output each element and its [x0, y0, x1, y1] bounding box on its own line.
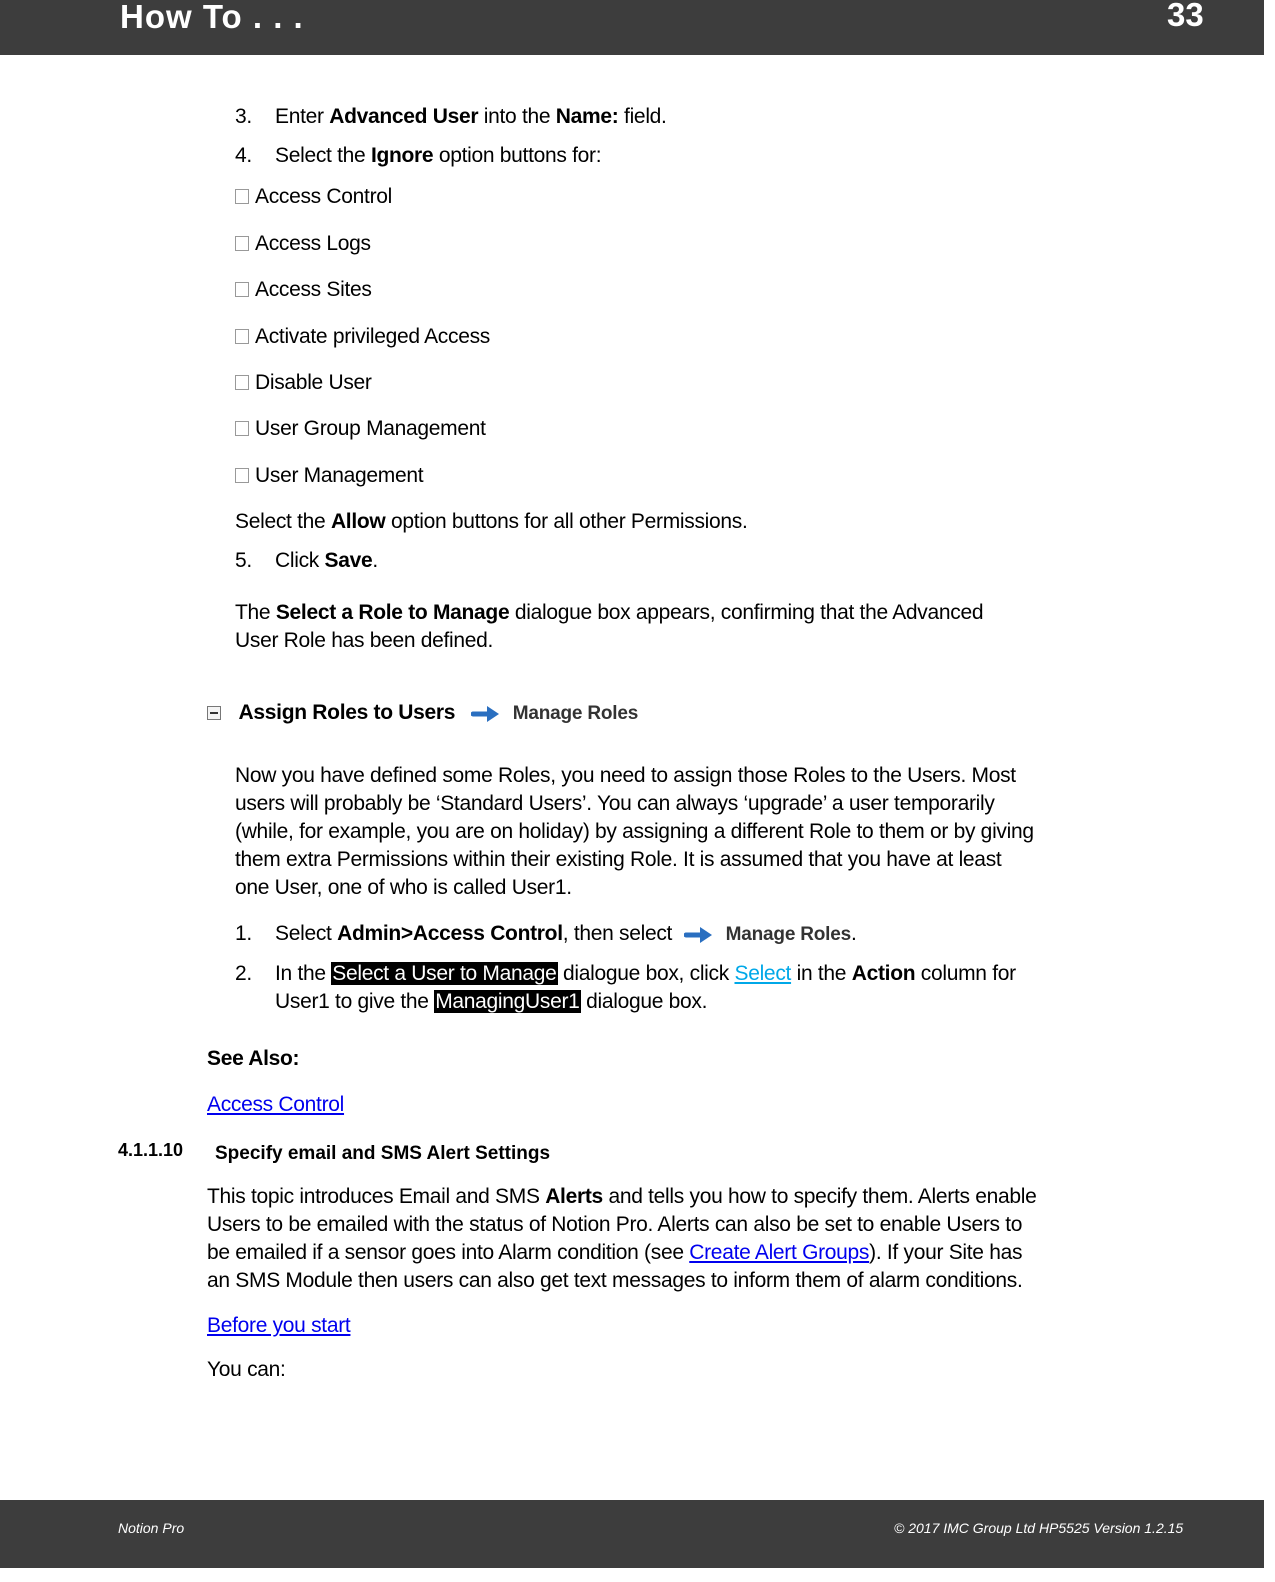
bold-text: Save — [324, 549, 373, 572]
text: Select the — [275, 144, 371, 167]
text: User1 to give the — [275, 990, 435, 1013]
manage-roles-label: Manage Roles — [512, 702, 639, 724]
bold-text: Action — [851, 962, 916, 985]
checkbox-glyph-icon — [235, 375, 249, 390]
assign-step-1 — [235, 920, 857, 949]
step-3 — [235, 103, 667, 131]
text: option buttons for all other Permissions. — [385, 510, 748, 533]
checkbox-glyph-icon — [235, 236, 249, 251]
ignore-item — [235, 276, 372, 304]
assign-para-line: Now you have defined some Roles, you need to assign those Roles to the Users. Most — [235, 764, 1016, 787]
ignore-item — [235, 415, 486, 443]
bold-text: Select a Role to Manage — [275, 601, 510, 624]
checkbox-glyph-icon — [235, 421, 249, 436]
text: Select the — [235, 510, 331, 533]
footer-copyright: © 2017 IMC Group Ltd HP5525 Version 1.2.15 — [894, 1520, 1184, 1536]
bold-text: Advanced User — [329, 105, 479, 128]
arrow-right-icon — [684, 924, 718, 946]
step-4 — [235, 142, 601, 170]
text: into the — [478, 105, 556, 128]
ignore-item-label: User Group Management — [255, 417, 486, 440]
ignore-item-label: Activate privileged Access — [255, 325, 490, 348]
text: ). If your Site has — [869, 1241, 1023, 1264]
confirm-line-2: User Role has been defined. — [235, 629, 494, 652]
bold-text: Allow — [330, 510, 386, 533]
highlighted-dialog-name: ManagingUser1 — [435, 990, 580, 1013]
before-you-start-link[interactable] — [207, 1312, 350, 1340]
page-header — [0, 0, 1264, 55]
ignore-item-label: User Management — [255, 464, 424, 487]
confirm-line-1 — [235, 599, 983, 627]
ignore-item-label: Disable User — [255, 371, 372, 394]
link-text[interactable]: Access Control — [207, 1093, 345, 1116]
step-number: 4. — [235, 144, 252, 167]
text: Select — [275, 922, 338, 945]
assign-para-line: them extra Permissions within their existing Role. It is assumed that you have at least — [235, 848, 1002, 871]
bold-text: Name: — [555, 105, 619, 128]
text: option buttons for: — [433, 144, 602, 167]
section-para-line: an SMS Module then users can also get text messages to inform them of alarm conditions. — [207, 1269, 1023, 1292]
section-number: 4.1.1.10 — [118, 1140, 184, 1160]
access-control-link[interactable] — [207, 1091, 344, 1119]
section-para-line — [207, 1183, 1036, 1211]
arrow-right-icon — [471, 703, 505, 725]
checkbox-glyph-icon — [235, 282, 249, 297]
ignore-item — [235, 183, 392, 211]
assign-roles-heading — [207, 699, 638, 728]
assign-para-line: one User, one of who is called User1. — [235, 876, 572, 899]
text: Enter — [275, 105, 330, 128]
bold-text: Ignore — [370, 144, 434, 167]
link-text[interactable]: Before you start — [207, 1314, 351, 1337]
bold-text: Alerts — [545, 1185, 603, 1208]
ignore-item — [235, 230, 371, 258]
ignore-item — [235, 462, 423, 490]
ignore-item — [235, 323, 490, 351]
header-title: How To . . . — [120, 0, 304, 35]
section-para-line — [207, 1239, 1022, 1267]
text: in the — [791, 962, 852, 985]
text: . — [851, 922, 857, 945]
text: In the — [275, 962, 332, 985]
text: This topic introduces Email and SMS — [207, 1185, 546, 1208]
step-number: 3. — [235, 105, 252, 128]
step-number: 2. — [235, 962, 252, 985]
text: . — [372, 549, 378, 572]
step-number: 1. — [235, 922, 252, 945]
footer-product: Notion Pro — [118, 1520, 185, 1536]
checkbox-glyph-icon — [235, 468, 249, 483]
select-link[interactable]: Select — [734, 962, 792, 985]
ignore-item-label: Access Logs — [255, 232, 371, 255]
text: , then select — [562, 922, 673, 945]
collapse-toggle-icon[interactable] — [207, 706, 221, 720]
checkbox-glyph-icon — [235, 189, 249, 204]
section-para-line: Users to be emailed with the status of Notion Pro. Alerts can also be set to enable Users to — [207, 1213, 1023, 1236]
see-also-label: See Also: — [207, 1047, 300, 1070]
assign-step-2-line-2 — [275, 988, 707, 1016]
text: be emailed if a sensor goes into Alarm condition (see — [207, 1241, 690, 1264]
text: Click — [275, 549, 325, 572]
highlighted-dialog-name: Select a User to Manage — [332, 962, 557, 985]
ignore-item-label: Access Sites — [255, 278, 372, 301]
manage-roles-button[interactable] — [684, 920, 851, 948]
allow-instruction — [235, 508, 748, 536]
text: The — [235, 601, 276, 624]
assign-para-line: (while, for example, you are on holiday) by assigning a different Role to them or by giving — [235, 820, 1034, 843]
text: field. — [618, 105, 667, 128]
step-5 — [235, 547, 378, 575]
text: and tells you how to specify them. Alerts enable — [602, 1185, 1037, 1208]
manage-roles-button[interactable] — [471, 699, 638, 727]
create-alert-groups-link[interactable]: Create Alert Groups — [689, 1241, 870, 1264]
text: dialogue box appears, confirming that the Advanced — [509, 601, 984, 624]
assign-para-line: users will probably be ‘Standard Users’. You can always ‘upgrade’ a user temporarily — [235, 792, 995, 815]
text: column for — [915, 962, 1016, 985]
manage-roles-label: Manage Roles — [725, 923, 851, 945]
text: dialogue box. — [580, 990, 708, 1013]
you-can-text: You can: — [207, 1358, 286, 1381]
page-number: 33 — [1167, 0, 1204, 33]
step-number: 5. — [235, 549, 252, 572]
text: dialogue box, click — [557, 962, 735, 985]
bold-text: Admin>Access Control — [337, 922, 563, 945]
ignore-item-label: Access Control — [255, 185, 393, 208]
section-heading: Assign Roles to Users — [238, 701, 456, 724]
section-title: Specify email and SMS Alert Settings — [215, 1143, 551, 1164]
checkbox-glyph-icon — [235, 329, 249, 344]
ignore-item — [235, 369, 372, 397]
assign-step-2 — [235, 960, 1016, 988]
page-footer — [0, 1500, 1264, 1568]
